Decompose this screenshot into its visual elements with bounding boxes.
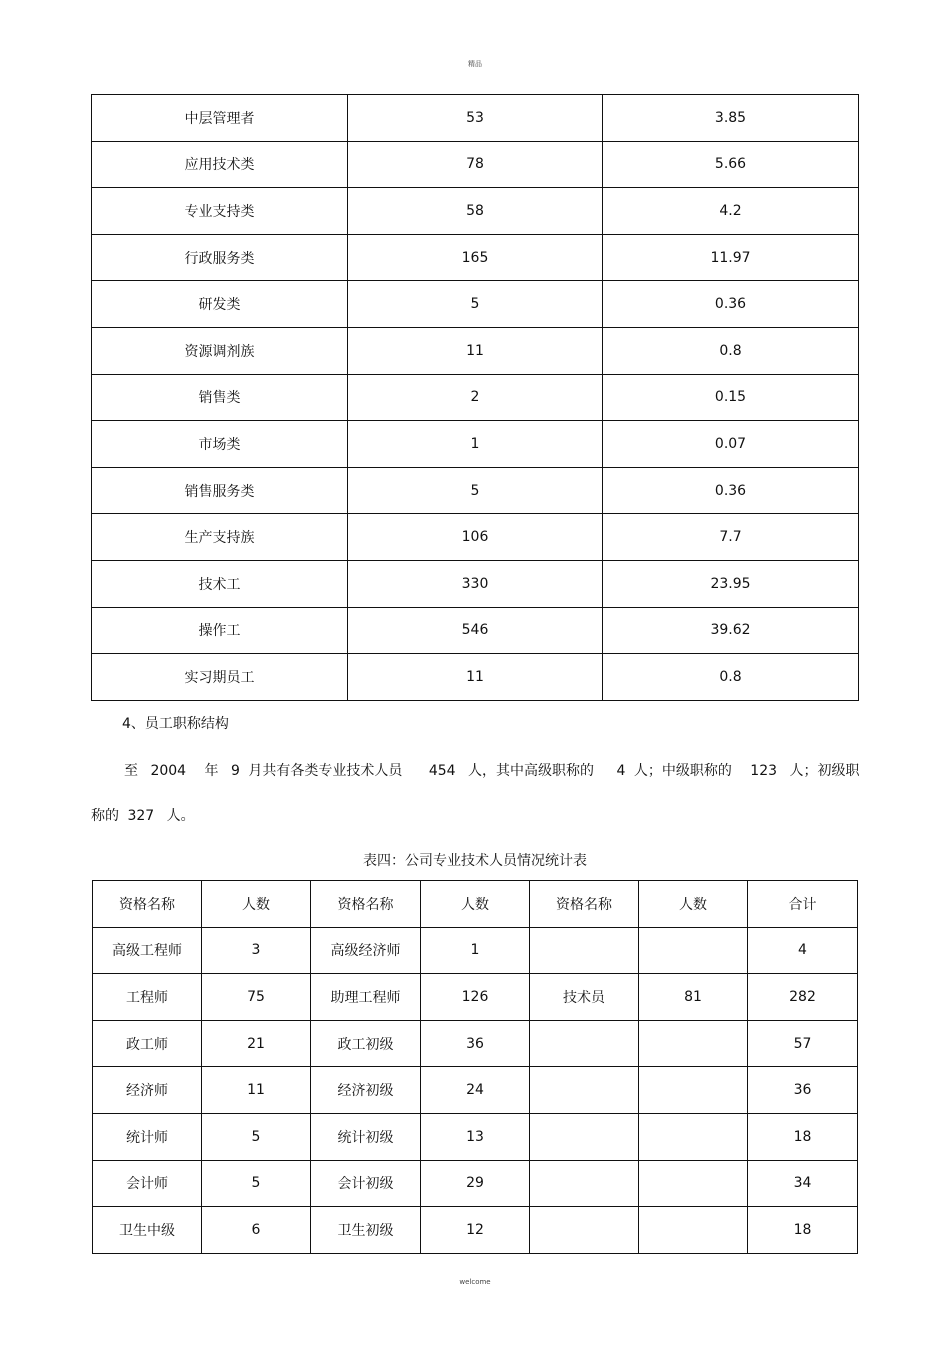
summary-text: 327 — [127, 808, 155, 824]
table-cell: 生产支持族 — [92, 514, 348, 561]
table-cell: 高级经济师 — [311, 927, 421, 974]
table-row — [93, 927, 858, 974]
page-header: 精品 — [468, 60, 482, 68]
table-cell: 技术员 — [530, 974, 639, 1021]
table-cell: 销售服务类 — [92, 467, 348, 514]
table-cell: 11 — [202, 1067, 311, 1114]
summary-text: 年 — [204, 763, 219, 779]
table-cell: 75 — [202, 974, 311, 1021]
table-cell — [639, 1020, 748, 1067]
table-cell: 资源调剂族 — [92, 327, 348, 374]
table-cell: 助理工程师 — [311, 974, 421, 1021]
table-header-row — [93, 881, 858, 928]
table-cell: 0.36 — [603, 467, 859, 514]
table-cell: 研发类 — [92, 281, 348, 328]
table-cell — [530, 1207, 639, 1254]
column-header: 资格名称 — [311, 881, 421, 928]
table-cell: 应用技术类 — [92, 141, 348, 188]
table-cell — [530, 1160, 639, 1207]
table-cell: 11.97 — [603, 234, 859, 281]
table-cell: 0.15 — [603, 374, 859, 421]
table-row — [92, 327, 859, 374]
table-cell: 5 — [348, 281, 603, 328]
table-cell: 53 — [348, 95, 603, 142]
table-cell: 会计师 — [93, 1160, 202, 1207]
table-cell: 会计初级 — [311, 1160, 421, 1207]
column-header: 人数 — [202, 881, 311, 928]
table-cell: 高级工程师 — [93, 927, 202, 974]
summary-text: 人；初级职 — [789, 763, 860, 779]
table-cell: 57 — [748, 1020, 858, 1067]
table-row — [92, 421, 859, 468]
table-cell: 282 — [748, 974, 858, 1021]
table-cell — [530, 1113, 639, 1160]
table-cell: 18 — [748, 1207, 858, 1254]
table-cell: 21 — [202, 1020, 311, 1067]
table-cell: 165 — [348, 234, 603, 281]
table-cell: 统计初级 — [311, 1113, 421, 1160]
table-cell: 13 — [421, 1113, 530, 1160]
table-cell: 39.62 — [603, 607, 859, 654]
table-row — [92, 188, 859, 235]
table-cell: 5 — [348, 467, 603, 514]
table-cell: 经济初级 — [311, 1067, 421, 1114]
technical-staff-table — [92, 880, 858, 1254]
table-cell: 专业支持类 — [92, 188, 348, 235]
table-cell: 统计师 — [93, 1113, 202, 1160]
table-row — [92, 560, 859, 607]
table-cell: 36 — [421, 1020, 530, 1067]
table-cell: 技术工 — [92, 560, 348, 607]
table-cell: 工程师 — [93, 974, 202, 1021]
table-caption: 表四：公司专业技术人员情况统计表 — [363, 853, 587, 869]
table-cell: 7.7 — [603, 514, 859, 561]
table-row — [92, 654, 859, 701]
table-row — [92, 234, 859, 281]
summary-text: 人。 — [166, 808, 195, 824]
table-cell: 546 — [348, 607, 603, 654]
table-cell: 操作工 — [92, 607, 348, 654]
table-cell: 18 — [748, 1113, 858, 1160]
table-row — [93, 974, 858, 1021]
page-footer: welcome — [459, 1278, 491, 1286]
table-cell: 0.8 — [603, 327, 859, 374]
table-cell — [639, 927, 748, 974]
table-cell: 81 — [639, 974, 748, 1021]
staff-category-table — [91, 94, 859, 701]
summary-line-1 — [124, 760, 859, 780]
table-row — [92, 95, 859, 142]
column-header: 资格名称 — [93, 881, 202, 928]
table-row — [93, 1020, 858, 1067]
summary-text: 2004 — [150, 763, 187, 779]
table-cell: 0.07 — [603, 421, 859, 468]
table-cell: 58 — [348, 188, 603, 235]
column-header: 人数 — [421, 881, 530, 928]
column-header: 人数 — [639, 881, 748, 928]
table-cell — [530, 927, 639, 974]
table-cell: 卫生中级 — [93, 1207, 202, 1254]
table-cell: 0.8 — [603, 654, 859, 701]
table-cell: 78 — [348, 141, 603, 188]
table-cell: 政工师 — [93, 1020, 202, 1067]
column-header: 合计 — [748, 881, 858, 928]
table-cell: 5.66 — [603, 141, 859, 188]
table-row — [92, 141, 859, 188]
table-cell: 销售类 — [92, 374, 348, 421]
summary-text: 称的 — [91, 808, 119, 824]
table-cell: 330 — [348, 560, 603, 607]
table-row — [92, 467, 859, 514]
table-cell: 行政服务类 — [92, 234, 348, 281]
summary-line-2 — [91, 805, 195, 825]
table-cell: 1 — [421, 927, 530, 974]
table-cell — [639, 1207, 748, 1254]
table-cell: 23.95 — [603, 560, 859, 607]
table-cell — [530, 1067, 639, 1114]
table-row — [92, 374, 859, 421]
summary-text: 454 — [428, 763, 456, 779]
column-header: 资格名称 — [530, 881, 639, 928]
table-cell: 34 — [748, 1160, 858, 1207]
table-cell — [639, 1113, 748, 1160]
section-heading: 4、员工职称结构 — [122, 716, 229, 732]
table-cell: 政工初级 — [311, 1020, 421, 1067]
table-row — [92, 514, 859, 561]
table-row — [92, 607, 859, 654]
table-cell: 经济师 — [93, 1067, 202, 1114]
summary-text: 月共有各类专业技术人员 — [248, 763, 403, 779]
table-cell: 3.85 — [603, 95, 859, 142]
summary-text: 人；中级职称的 — [633, 763, 732, 779]
summary-text: 123 — [750, 763, 778, 779]
table-row — [93, 1207, 858, 1254]
summary-text: 4 — [616, 763, 626, 779]
table-cell: 11 — [348, 327, 603, 374]
table-cell: 12 — [421, 1207, 530, 1254]
table-cell: 5 — [202, 1113, 311, 1160]
table-cell: 6 — [202, 1207, 311, 1254]
table-cell — [639, 1067, 748, 1114]
table-cell: 36 — [748, 1067, 858, 1114]
table-row — [93, 1067, 858, 1114]
table-cell: 实习期员工 — [92, 654, 348, 701]
summary-text: 人，其中高级职称的 — [468, 763, 595, 779]
table-cell: 市场类 — [92, 421, 348, 468]
table-cell: 4 — [748, 927, 858, 974]
table-cell: 4.2 — [603, 188, 859, 235]
table-row — [93, 1113, 858, 1160]
table-cell: 24 — [421, 1067, 530, 1114]
table-cell: 5 — [202, 1160, 311, 1207]
table-cell: 1 — [348, 421, 603, 468]
table-cell: 卫生初级 — [311, 1207, 421, 1254]
table-cell: 0.36 — [603, 281, 859, 328]
summary-text: 9 — [231, 763, 240, 779]
table-cell: 126 — [421, 974, 530, 1021]
table-row — [92, 281, 859, 328]
table-row — [93, 1160, 858, 1207]
table-cell: 3 — [202, 927, 311, 974]
table-cell: 11 — [348, 654, 603, 701]
table-cell — [639, 1160, 748, 1207]
table-cell: 2 — [348, 374, 603, 421]
table-cell — [530, 1020, 639, 1067]
table-cell: 中层管理者 — [92, 95, 348, 142]
summary-text: 至 — [124, 763, 138, 779]
table-cell: 29 — [421, 1160, 530, 1207]
table-cell: 106 — [348, 514, 603, 561]
